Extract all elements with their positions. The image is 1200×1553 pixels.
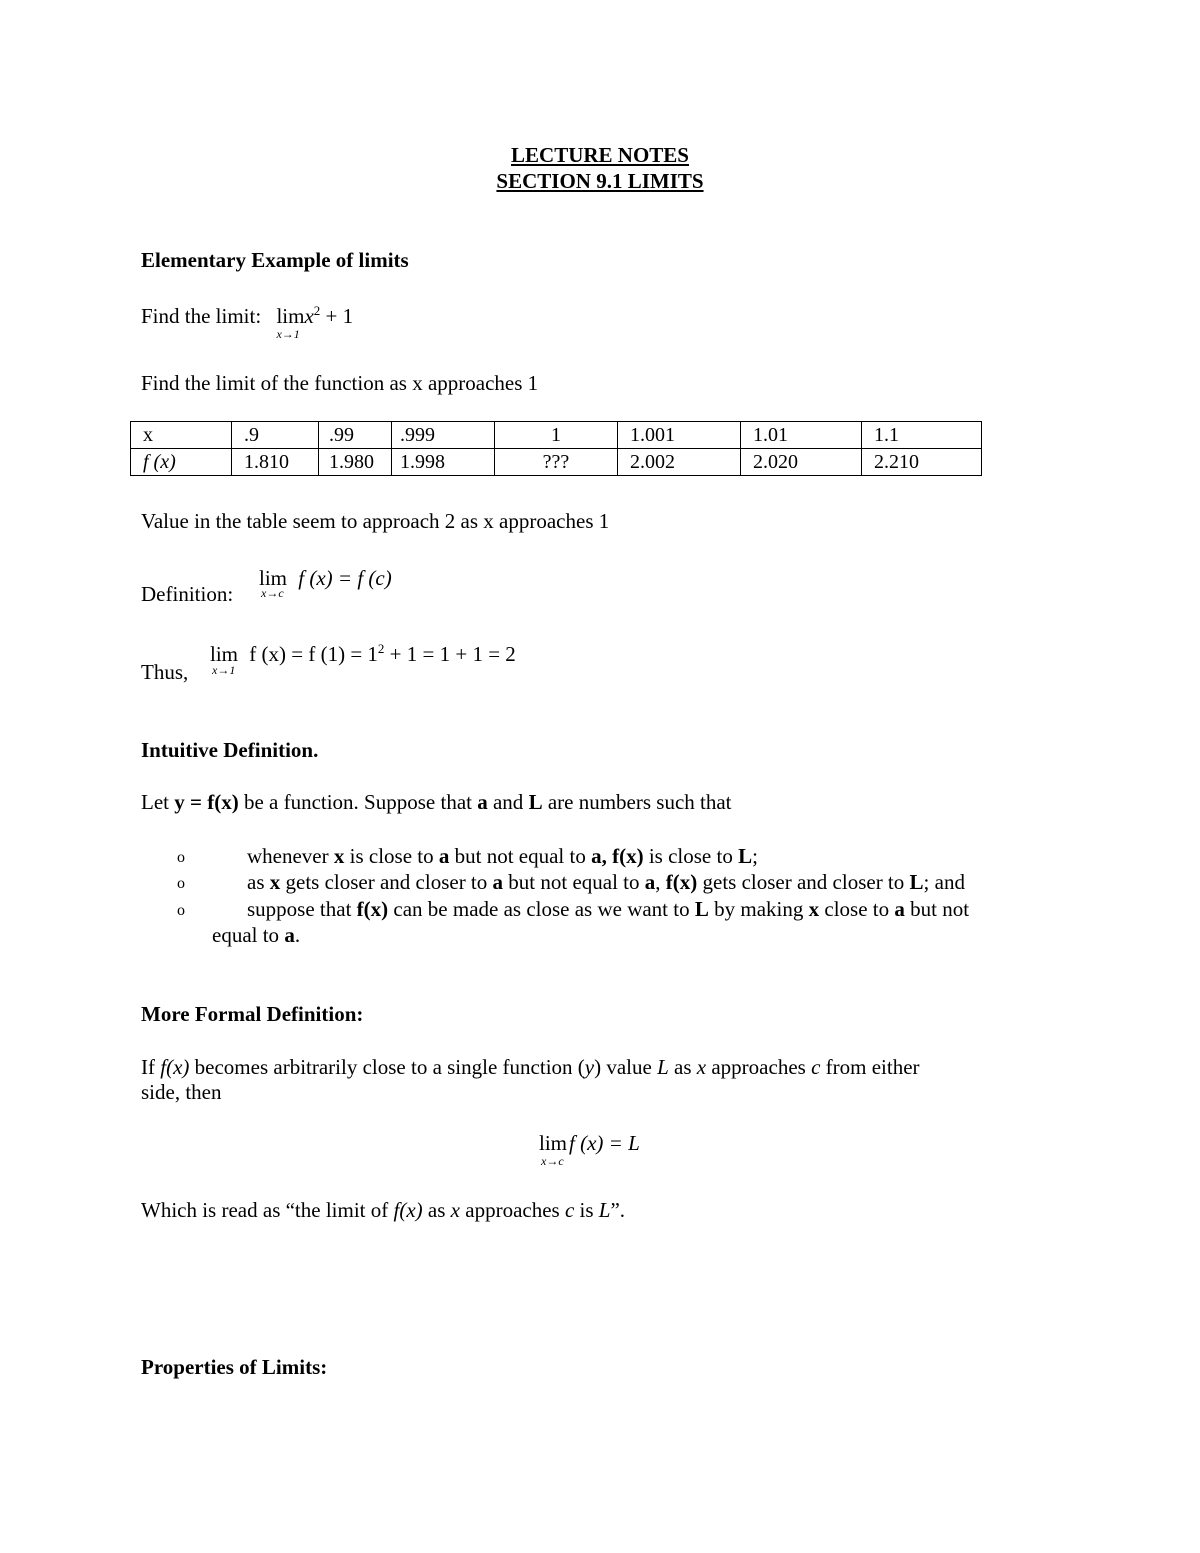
text-run: close to (819, 897, 895, 921)
var-x: x (450, 1198, 460, 1222)
intuitive-intro (141, 790, 732, 814)
text-run: gets closer and closer to (697, 870, 910, 894)
table-cell: 1.998 (392, 449, 495, 476)
text-run: ; and (923, 870, 965, 894)
var-a: a (477, 790, 488, 814)
definition-expr: f (x) = f (c) (298, 566, 392, 590)
page-title: LECTURE NOTES (511, 143, 689, 167)
var-a: a (492, 870, 504, 894)
var-c: c (564, 1198, 575, 1222)
table-cell: .9 (232, 422, 319, 449)
value-text: Value in the table seem to approach 2 as x approaches 1 (141, 509, 610, 533)
find-limit-exp: 2 (313, 303, 321, 318)
text-run: are numbers such that (542, 790, 732, 814)
text-run: as (422, 1198, 451, 1222)
table-cell: f (x) (131, 449, 232, 476)
var-fx: f(x) (393, 1198, 423, 1222)
table-cell: 2.210 (862, 449, 982, 476)
table-cell: .999 (392, 422, 495, 449)
thus-lim: lim (210, 642, 239, 666)
text-run: be a function. Suppose that (238, 790, 478, 814)
text-run: becomes arbitrarily close to a single function ( (189, 1055, 585, 1079)
page-subtitle: SECTION 9.1 LIMITS (496, 169, 704, 193)
definition-label: Definition: (141, 582, 234, 606)
text-run: approaches (460, 1198, 565, 1222)
section-heading-intuitive: Intuitive Definition. (141, 738, 319, 762)
text-run: , (655, 870, 666, 894)
text-run: ; (752, 844, 758, 868)
formal-limit-expression (539, 1131, 640, 1168)
var-a: a (438, 844, 450, 868)
table-cell: 1 (495, 422, 618, 449)
thus-label: Thus, (141, 660, 189, 684)
text-run: is close to (643, 844, 739, 868)
var-L: L (694, 897, 709, 921)
bullet-item-3-continuation (212, 923, 300, 947)
section-heading-elementary: Elementary Example of limits (141, 248, 409, 272)
var-fx: f(x) (665, 870, 698, 894)
section-heading-properties: Properties of Limits: (141, 1355, 328, 1379)
definition-lim: lim (259, 566, 288, 590)
var-fx: f(x) (356, 897, 389, 921)
thus-expression (210, 641, 516, 677)
table-cell: 1.1 (862, 422, 982, 449)
find-limit-lim: lim (276, 304, 305, 328)
text-run: but not equal to (503, 870, 645, 894)
thus-expr-b: + 1 = 1 + 1 = 2 (384, 642, 516, 666)
text-run: by making (708, 897, 809, 921)
find-limit-rest: + 1 (320, 304, 354, 328)
var-fx: f(x) (612, 844, 644, 868)
var-L: L (528, 790, 543, 814)
bullet-item-3 (247, 897, 969, 921)
definition-sub: x→c (261, 586, 284, 600)
text-run: ”. (610, 1198, 626, 1222)
formal-paragraph-line2: side, then (141, 1080, 222, 1104)
table-cell: 1.01 (741, 422, 862, 449)
var-fx: f(x) (160, 1055, 190, 1079)
find-limit-label: Find the limit: (141, 304, 262, 328)
var-L: L (738, 844, 753, 868)
find-limit-sub: x→1 (276, 327, 300, 341)
thus-expr-a: f (x) = f (1) = 1 (249, 642, 378, 666)
bullet-item-1 (247, 844, 758, 868)
find-limit-expression (276, 303, 354, 341)
var-x: x (269, 870, 281, 894)
var-L: L (598, 1198, 611, 1222)
bullet-marker: o (177, 875, 185, 892)
text-run: as (668, 1055, 697, 1079)
var-a: a (894, 897, 905, 921)
text-run: Let (141, 790, 175, 814)
var-L: L (909, 870, 924, 894)
text-run: but not equal to (449, 844, 592, 868)
text-run: is (574, 1198, 599, 1222)
table-cell: 1.980 (319, 449, 392, 476)
formal-expr: f (x) = L (569, 1131, 640, 1155)
text-run: equal to (212, 923, 285, 947)
text-run: as (247, 870, 270, 894)
find-limit-base: x (304, 304, 314, 328)
text-run: but not (904, 897, 970, 921)
var-a: a, (591, 844, 607, 868)
var-c: c (811, 1055, 821, 1079)
bullet-marker: o (177, 902, 185, 919)
text-run: approaches (706, 1055, 812, 1079)
table-cell: ??? (495, 449, 618, 476)
formal-paragraph-line1 (141, 1055, 920, 1079)
bullet-item-2 (247, 870, 965, 894)
thus-sub: x→1 (212, 663, 236, 677)
table-cell: 2.020 (741, 449, 862, 476)
var-x: x (808, 897, 820, 921)
text-run: is close to (344, 844, 439, 868)
table-row-x (131, 422, 982, 449)
table-row-fx (131, 449, 982, 476)
formal-lim-sub: x→c (541, 1154, 564, 1168)
table-cell: .99 (319, 422, 392, 449)
text-run: gets closer and closer to (280, 870, 493, 894)
text-run: whenever (247, 844, 334, 868)
var-a: a (284, 923, 295, 947)
table-cell: 2.002 (618, 449, 741, 476)
equals-sign: = (184, 790, 208, 814)
var-L: L (657, 1055, 669, 1079)
approach-text: Find the limit of the function as x approaches 1 (141, 371, 539, 395)
text-run: can be made as close as we want to (388, 897, 695, 921)
section-heading-formal: More Formal Definition: (141, 1002, 364, 1026)
text-run: . (294, 923, 301, 947)
find-limit-line (141, 303, 354, 341)
thus-exp: 2 (377, 641, 385, 656)
table-cell: 1.810 (232, 449, 319, 476)
bullet-marker: o (177, 849, 185, 866)
text-run: If (141, 1055, 161, 1079)
text-run: ) value (594, 1055, 658, 1079)
definition-expression (259, 566, 392, 600)
var-x: x (333, 844, 345, 868)
var-y: y (174, 790, 185, 814)
text-run: Which is read as “the limit of (141, 1198, 394, 1222)
text-run: suppose that (247, 897, 357, 921)
var-fx: f(x) (207, 790, 239, 814)
var-x: x (696, 1055, 707, 1079)
var-y: y (584, 1055, 595, 1079)
text-run: and (487, 790, 529, 814)
table-cell: 1.001 (618, 422, 741, 449)
table-cell: x (131, 422, 232, 449)
text-run: from either (820, 1055, 920, 1079)
var-a: a (644, 870, 656, 894)
formal-lim: lim (539, 1131, 568, 1155)
values-table (130, 421, 982, 476)
read-as-line (141, 1198, 625, 1222)
